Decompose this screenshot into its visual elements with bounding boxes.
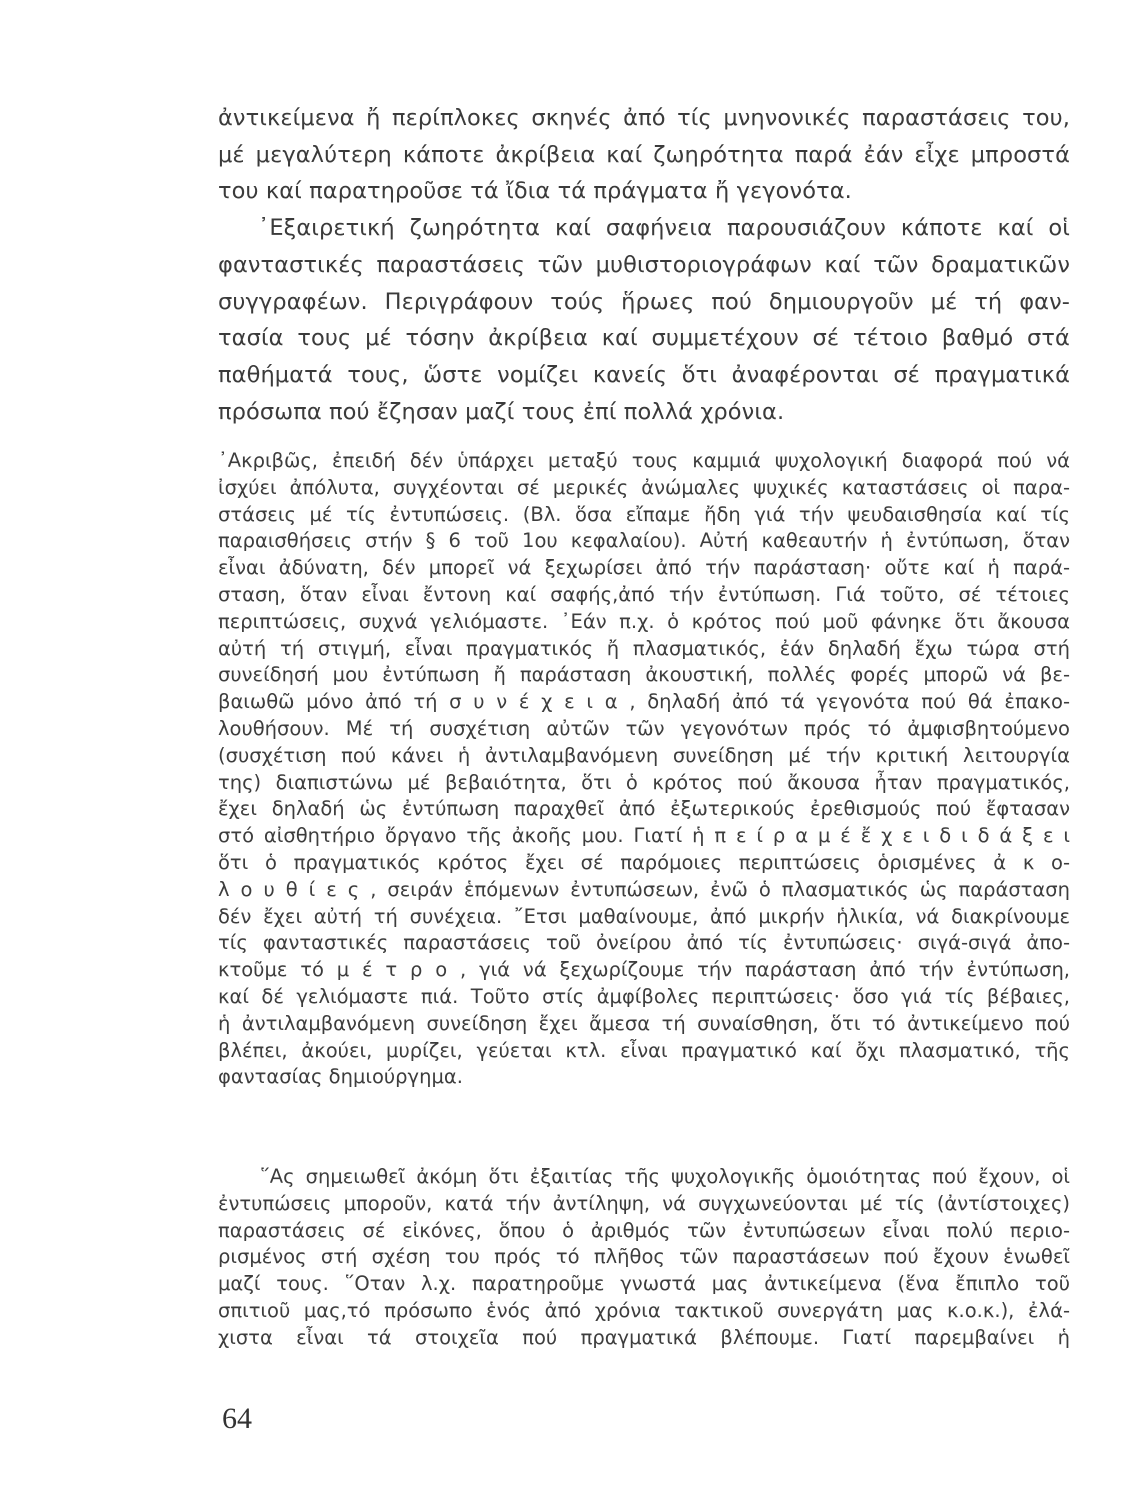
text-line: ρισμένος στή σχέση του πρός τό πλῆθος τῶν παραστάσεων πού ἔχουν ἑνωθεῖ xyxy=(218,1245,1070,1269)
text-line: του καί παρατηροῦσε τά ἴδια τά πράγματα ἤ γεγονότα. xyxy=(218,178,852,205)
text-line: ὅτι ὁ πραγματικός κρότος ἔχει σέ παρόμοιες περιπτώσεις ὁρισμένες ἀ κ ο- xyxy=(218,850,1070,874)
text-line: συνείδησή μου ἐντύπωση ἤ παράσταση ἀκουστική, πολλές φορές μπορῶ νά βε- xyxy=(218,663,1070,687)
text-line: τίς φανταστικές παραστάσεις τοῦ ὀνείρου ἀπό τίς ἐντυπώσεις· σιγά-σιγά ἀπο- xyxy=(218,931,1070,955)
text-line: στό αἰσθητήριο ὄργανο τῆς ἀκοῆς μου. Γιατί ἡ π ε ί ρ α μ έ ἔ χ ε ι δ ι δ ά ξ ε ι xyxy=(218,824,1070,848)
text-line: φανταστικές παραστάσεις τῶν μυθιστοριογράφων καί τῶν δραματικῶν xyxy=(218,251,1070,278)
text-line: συγγραφέων. Περιγράφουν τούς ἥρωες πού δημιουργοῦν μέ τή φαν- xyxy=(218,288,1070,315)
text-line: λουθήσουν. Μέ τή συσχέτιση αὐτῶν τῶν γεγονότων πρός τό ἀμφισβητούμενο xyxy=(218,716,1070,740)
text-line: ἀντικείμενα ἤ περίπλοκες σκηνές ἀπό τίς μνηνονικές παραστάσεις του, xyxy=(218,105,1070,131)
text-line: ῞Ας σημειωθεῖ ἀκόμη ὅτι ἐξαιτίας τῆς ψυχολογικῆς ὁμοιότητας πού ἔχουν, οἱ xyxy=(260,1165,1070,1188)
text-line: παραστάσεις σέ εἰκόνες, ὅπου ὁ ἀριθμός τῶν ἐντυπώσεων εἶναι πολύ περιο- xyxy=(218,1218,1070,1242)
page-number: 64 xyxy=(222,1402,252,1435)
text-line: (συσχέτιση πού κάνει ἡ ἀντιλαμβανόμενη συνείδηση μέ τήν κριτική λειτουργία xyxy=(218,743,1070,767)
text-line: κτοῦμε τό μ έ τ ρ ο , γιά νά ξεχωρίζουμε τήν παράσταση ἀπό τήν ἐντύπωση, xyxy=(218,958,1070,982)
text-line: δέν ἔχει αὐτή τή συνέχεια. ῎Ετσι μαθαίνουμε, ἀπό μικρήν ἡλικία, νά διακρίνουμε xyxy=(218,904,1070,928)
text-line: σπιτιοῦ μας,τό πρόσωπο ἑνός ἀπό χρόνια τακτικοῦ συνεργάτη μας κ.ο.κ.), ἐλά- xyxy=(218,1298,1070,1322)
text-line: μέ μεγαλύτερη κάποτε ἀκρίβεια καί ζωηρότητα παρά ἐάν εἶχε μπροστά xyxy=(218,141,1070,168)
text-line: στάσεις μέ τίς ἐντυπώσεις. (Βλ. ὅσα εἴπαμε ἤδη γιά τήν ψευδαισθησία καί τίς xyxy=(218,502,1070,526)
note-text-block-2 xyxy=(218,1164,1070,1352)
text-line: βαιωθῶ μόνο ἀπό τή σ υ ν έ χ ε ι α , δηλαδή ἀπό τά γεγονότα πού θά ἐπακο- xyxy=(218,690,1070,714)
text-line: περιπτώσεις, συχνά γελιόμαστε. ᾿Εάν π.χ. ὁ κρότος πού μοῦ φάνηκε ὅτι ἄκουσα xyxy=(218,609,1070,633)
text-line: ἡ ἀντιλαμβανόμενη συνείδηση ἔχει ἄμεσα τή συναίσθηση, ὅτι τό ἀντικείμενο πού xyxy=(218,1011,1070,1035)
text-line: παθήματά τους, ὥστε νομίζει κανείς ὅτι ἀναφέρονται σέ πραγματικά xyxy=(218,361,1070,388)
text-line: ᾿Εξαιρετική ζωηρότητα καί σαφήνεια παρουσιάζουν κάποτε καί οἱ xyxy=(258,215,1070,242)
text-line: ἔχει δηλαδή ὡς ἐντύπωση παραχθεῖ ἀπό ἐξωτερικούς ἐρεθισμούς πού ἔφτασαν xyxy=(218,797,1070,821)
text-line: της) διαπιστώνω μέ βεβαιότητα, ὅτι ὁ κρότος πού ἄκουσα ἦταν πραγματικός, xyxy=(218,770,1070,794)
text-line: παραισθήσεις στήν § 6 τοῦ 1ου κεφαλαίου). Αὐτή καθεαυτήν ἡ ἐντύπωση, ὅταν xyxy=(218,529,1070,553)
text-line: λ ο υ θ ί ε ς , σειράν ἑπόμενων ἐντυπώσεων, ἐνῶ ὁ πλασματικός ὡς παράσταση xyxy=(218,877,1070,901)
text-line: ᾿Ακριβῶς, ἐπειδή δέν ὑπάρχει μεταξύ τους καμμιά ψυχολογική διαφορά πού νά xyxy=(218,449,1070,472)
text-line: χιστα εἶναι τά στοιχεῖα πού πραγματικά βλέπουμε. Γιατί παρεμβαίνει ἡ xyxy=(218,1325,1070,1349)
text-line: εἶναι ἀδύνατη, δέν μπορεῖ νά ξεχωρίσει ἀπό τήν παράσταση· οὔτε καί ἡ παρά- xyxy=(218,556,1070,580)
text-line: ἰσχύει ἀπόλυτα, συγχέονται σέ μερικές ἀνώμαλες ψυχικές καταστάσεις οἱ παρα- xyxy=(218,475,1070,499)
text-line: τασία τους μέ τόσην ἀκρίβεια καί συμμετέχουν σέ τέτοιο βαθμό στά xyxy=(218,325,1070,352)
main-text-block xyxy=(218,100,1070,430)
text-line: σταση, ὅταν εἶναι ἔντονη καί σαφής,ἀπό τήν ἐντύπωση. Γιά τοῦτο, σέ τέτοιες xyxy=(218,582,1070,606)
text-line: καί δέ γελιόμαστε πιά. Τοῦτο στίς ἀμφίβολες περιπτώσεις· ὅσο γιά τίς βέβαιες, xyxy=(218,984,1070,1008)
text-line: αὐτή τή στιγμή, εἶναι πραγματικός ἤ πλασματικός, ἐάν δηλαδή ἔχω τώρα στή xyxy=(218,636,1070,660)
text-line: βλέπει, ἀκούει, μυρίζει, γεύεται κτλ. εἶναι πραγματικό καί ὄχι πλασματικό, τῆς xyxy=(218,1038,1070,1062)
note-text-block xyxy=(218,448,1070,1091)
text-line: μαζί τους. ῞Οταν λ.χ. παρατηροῦμε γνωστά μας ἀντικείμενα (ἕνα ἔπιπλο τοῦ xyxy=(218,1272,1070,1296)
text-line: πρόσωπα πού ἔζησαν μαζί τους ἐπί πολλά χρόνια. xyxy=(218,398,785,425)
text-line: φαντασίας δημιούργημα. xyxy=(218,1065,463,1089)
text-line: ἐντυπώσεις μποροῦν, κατά τήν ἀντίληψη, νά συγχωνεύονται μέ τίς (ἀντίστοιχες) xyxy=(218,1191,1070,1215)
